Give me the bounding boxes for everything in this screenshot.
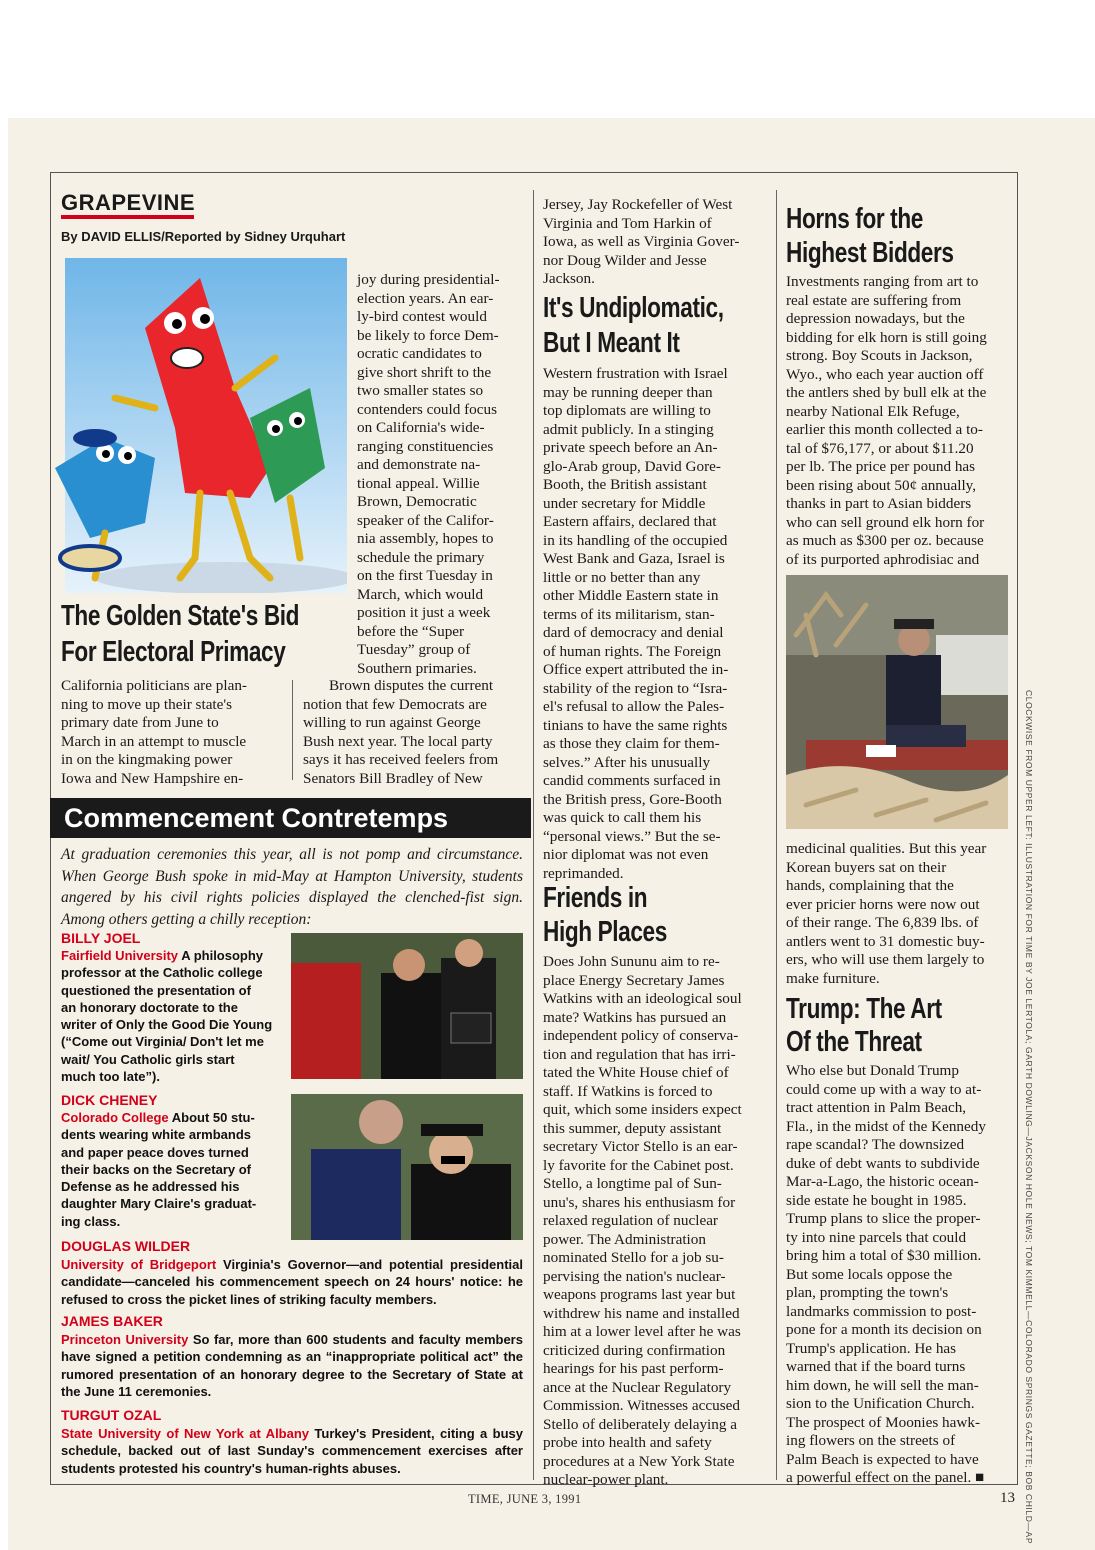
text-line: in on the kingmaking power xyxy=(61,751,233,768)
text-line: reprimanded. xyxy=(543,864,624,882)
text-line: depression nowadays, but the xyxy=(786,310,965,327)
text-line: give short shrift to the xyxy=(357,363,492,381)
text-line: questioned the presentation of xyxy=(61,982,251,998)
text-line: Stello of deliberately delaying a xyxy=(543,1415,737,1433)
text-line: tract attention in Palm Beach, xyxy=(786,1099,967,1116)
dick-cheney-photo xyxy=(291,1094,523,1240)
text-line: Southern primaries. xyxy=(357,659,477,677)
entry-name-billy-joel: BILLY JOEL xyxy=(61,930,141,946)
golden-state-headline-1: The Golden State's Bid xyxy=(61,600,300,632)
text-line: candid comments surfaced in xyxy=(543,772,721,789)
entry-text: Virginia's Governor—and potential presidential candidate—canceled his commencement speech on 24 hours' notice: he refused to cross the picket lines of striking faculty members. xyxy=(61,1257,523,1307)
column-rule xyxy=(533,190,534,1480)
text-line: top diplomats are willing to xyxy=(543,402,711,419)
text-line: hands, complaining that the xyxy=(786,877,954,894)
horns-headline-2: Highest Bidders xyxy=(786,237,954,269)
text-line: March, which would xyxy=(357,585,484,603)
text-line: make furniture. xyxy=(786,969,880,987)
entry-douglas-wilder xyxy=(61,1256,523,1308)
text-line: Brown, Democratic xyxy=(357,493,477,510)
col3-lead xyxy=(543,196,765,289)
text-line: landmarks commission to post- xyxy=(786,1302,977,1320)
text-line: duke of debt wants to subdivide xyxy=(786,1154,980,1172)
text-line: ly-bird contest would xyxy=(357,308,487,325)
text-line: procedures at a New York State xyxy=(543,1452,735,1470)
text-line: secretary Victor Stello is an ear- xyxy=(543,1138,738,1155)
text-line: their backs on the Secretary of xyxy=(61,1161,252,1177)
text-line: ance at the Nuclear Regulatory xyxy=(543,1378,732,1396)
text-line: of its purported aphrodisiac and xyxy=(786,550,980,568)
text-line: ever pricier horns were now out xyxy=(786,895,980,913)
text-line: Korean buyers sat on their xyxy=(786,858,947,876)
text-line: But some locals oppose the xyxy=(786,1265,953,1283)
text-line: plan, prompting the town's xyxy=(786,1284,949,1301)
text-line: (“Come out Virginia/ Don't let me xyxy=(61,1034,264,1050)
text-line: Iowa and New Hampshire en- xyxy=(61,769,244,787)
entry-billy-joel xyxy=(61,947,281,1085)
entry-dick-cheney xyxy=(61,1109,281,1230)
text-line: Does John Sununu aim to re- xyxy=(543,953,720,970)
text-line: notion that few Democrats are xyxy=(303,695,487,713)
text-line: mate? Watkins has pursued an xyxy=(543,1008,727,1026)
text-line: Senators Bill Bradley of New xyxy=(303,769,483,787)
text-line: much too late”). xyxy=(61,1069,160,1085)
horns-body-b xyxy=(786,840,1008,988)
trump-headline-2: Of the Threat xyxy=(786,1026,922,1058)
text-line: position it just a week xyxy=(357,604,491,621)
text-line: Jersey, Jay Rockefeller of West xyxy=(543,196,733,213)
text-line: California politicians are plan- xyxy=(61,677,247,694)
text-line: as those they claim for them- xyxy=(543,735,720,752)
text-line: wait/ You Catholic girls start xyxy=(61,1051,235,1067)
text-line: withdrew his name and installed xyxy=(543,1304,740,1322)
text-line: Iowa, as well as Virginia Gover- xyxy=(543,233,740,250)
golden-state-headline-2: For Electoral Primacy xyxy=(61,636,286,668)
text-line: ing flowers on the streets of xyxy=(786,1432,956,1449)
text-line: strong. Boy Scouts in Jackson, xyxy=(786,347,973,364)
text-line: relaxed regulation of nuclear xyxy=(543,1212,718,1229)
text-line: sion to the Unification Church. xyxy=(786,1395,975,1412)
entry-name-douglas-wilder: DOUGLAS WILDER xyxy=(61,1238,191,1254)
photo-credit-text: CLOCKWISE FROM UPPER LEFT: ILLUSTRATION FOR TIME BY JOE LERTOLA; GARTH DOWLING—JACKSON HOLE NEWS; TOM KIMMELL—COLORADO SPRINGS GAZETTE; BOB CHILD—AP xyxy=(1024,690,1034,1545)
text-line: and demonstrate na- xyxy=(357,456,481,473)
entry-name-dick-cheney: DICK CHENEY xyxy=(61,1092,158,1108)
text-line: rape scandal? The downsized xyxy=(786,1136,965,1153)
text-line: ty into nine parcels that could xyxy=(786,1228,967,1246)
text-line: antlers went to 31 domestic buy- xyxy=(786,932,985,950)
text-line: About 50 stu- xyxy=(171,1110,255,1125)
text-line: two smaller states so xyxy=(357,382,484,399)
text-line: quit, which some insiders expect xyxy=(543,1101,742,1118)
entry-text: So far, more than 600 students and faculty members have signed a petition condemning as an “inappropriate political act” the rumored presentation of an honorary degree to the Secretary of State at the June 11 ceremonies. xyxy=(61,1332,523,1399)
text-line: as much as $300 per oz. because xyxy=(786,532,984,549)
text-line: primary date from June to xyxy=(61,714,219,731)
photo-credit xyxy=(1018,690,1034,1545)
text-line: nearby National Elk Refuge, xyxy=(786,402,960,420)
text-line: weapons programs last year but xyxy=(543,1286,736,1303)
text-line: staff. If Watkins is forced to xyxy=(543,1082,713,1100)
text-line: independent policy of conserva- xyxy=(543,1027,739,1044)
entry-james-baker xyxy=(61,1331,523,1400)
text-line: Wyo., who each year auction off xyxy=(786,365,984,383)
text-line: been rising about 50¢ annually, xyxy=(786,476,977,494)
commencement-title: Commencement Contretemps xyxy=(64,803,449,833)
text-line: earlier this month collected a to- xyxy=(786,421,983,438)
elk-antler-photo xyxy=(786,575,1008,829)
text-line: Who else but Donald Trump xyxy=(786,1062,959,1079)
text-line: thanks in part to Asian bidders xyxy=(786,495,972,512)
text-line: West Bank and Gaza, Israel is xyxy=(543,550,725,567)
text-line: of human rights. The Foreign xyxy=(543,642,722,660)
text-line: Stello, a longtime pal of Sun- xyxy=(543,1175,722,1192)
text-line: this summer, deputy assistant xyxy=(543,1119,722,1137)
text-line: terms of its militarism, stan- xyxy=(543,605,715,623)
text-line: Fla., in the midst of the Kennedy xyxy=(786,1117,986,1135)
text-line: Trump plans to slice the proper- xyxy=(786,1210,981,1227)
text-line: willing to run against George xyxy=(303,714,481,731)
text-line: contenders could focus xyxy=(357,400,498,418)
text-line: joy during presidential- xyxy=(357,271,500,288)
text-line: ing class. xyxy=(61,1213,121,1229)
golden-state-column-1 xyxy=(61,677,281,788)
text-line: dard of democracy and denial xyxy=(543,624,724,641)
entry-school: Princeton University xyxy=(61,1332,189,1347)
commencement-banner xyxy=(50,798,531,838)
text-line: of their range. The 6,839 lbs. of xyxy=(786,914,979,931)
text-line: ly favorite for the Cabinet post. xyxy=(543,1156,734,1174)
text-line: Tuesday” group of xyxy=(357,641,471,658)
text-line: medicinal qualities. But this year xyxy=(786,840,987,857)
text-line: power. The Administration xyxy=(543,1230,706,1248)
text-line: per lb. The price per pound has xyxy=(786,458,976,475)
text-line: and paper peace doves turned xyxy=(61,1144,249,1160)
text-line: The prospect of Moonies hawk- xyxy=(786,1413,981,1431)
text-line: nia assembly, hopes to xyxy=(357,530,494,547)
text-line: tal of $76,177, or about $11.20 xyxy=(786,439,974,457)
text-line: on the first Tuesday in xyxy=(357,567,493,584)
section-title: GRAPEVINE xyxy=(61,190,196,215)
text-line: was quick to call them his xyxy=(543,809,702,826)
friends-headline-1: Friends in xyxy=(543,882,648,914)
text-line: unu's, shares his enthusiasm for xyxy=(543,1193,736,1211)
text-line: nior diplomat was not even xyxy=(543,846,709,863)
entry-school: University of Bridgeport xyxy=(61,1257,217,1272)
text-line: Bush next year. The local party xyxy=(303,732,493,750)
text-line: selves.” After his unusually xyxy=(543,753,711,771)
text-line: little or no better than any xyxy=(543,568,701,586)
text-line: Brown disputes the current xyxy=(329,677,494,694)
text-line: Eastern affairs, declared that xyxy=(543,513,717,530)
text-line: el's refusal to allow the Pales- xyxy=(543,698,725,715)
text-line: pone for a month its decision on xyxy=(786,1321,982,1338)
page-number: 13 xyxy=(1000,1490,1015,1506)
horns-headline-1: Horns for the xyxy=(786,203,923,235)
trump-body xyxy=(786,1062,1008,1488)
text-line: Defense as he addressed his xyxy=(61,1179,240,1195)
golden-state-column-2 xyxy=(357,271,522,678)
section-title-underline xyxy=(61,215,194,219)
text-line: in its handling of the occupied xyxy=(543,531,728,549)
text-line: real estate are suffering from xyxy=(786,291,962,309)
commencement-intro: At graduation ceremonies this year, all is not pomp and circumstance. When George Bush spoke in mid-May at Hampton University, students angered by his civil rights policies displayed the clenched-fist sign. Among others getting a chilly reception: xyxy=(61,846,523,928)
text-line: says it has received feelers from xyxy=(303,751,499,768)
text-line: a powerful effect on the panel. ■ xyxy=(786,1469,985,1486)
golden-state-column-2b xyxy=(303,677,523,788)
trump-headline-1: Trump: The Art xyxy=(786,993,942,1025)
text-line: on California's wide- xyxy=(357,419,485,436)
text-line: A philosophy xyxy=(181,948,264,963)
text-line: tional appeal. Willie xyxy=(357,474,480,492)
text-line: nominated Stello for a job su- xyxy=(543,1249,724,1266)
issue-date: TIME, JUNE 3, 1991 xyxy=(468,1492,582,1506)
text-line: dents wearing white armbands xyxy=(61,1127,251,1143)
dancing-states-icon xyxy=(35,258,347,593)
text-line: Jackson. xyxy=(543,270,595,287)
text-line: ocratic candidates to xyxy=(357,345,482,362)
text-line: warned that if the board turns xyxy=(786,1358,966,1375)
entry-school: State University of New York at Albany xyxy=(61,1426,310,1441)
text-line: March in an attempt to muscle xyxy=(61,732,247,750)
text-line: Commission. Witnesses accused xyxy=(543,1397,740,1414)
text-line: him at a lower level after he was xyxy=(543,1323,741,1340)
text-line: Booth, the British assistant xyxy=(543,476,707,493)
text-line: Mar-a-Lago, the historic ocean- xyxy=(786,1173,979,1190)
text-line: professor at the Catholic college xyxy=(61,965,263,981)
text-line: pervising the nation's nuclear- xyxy=(543,1267,726,1285)
text-line: “personal views.” But the se- xyxy=(543,827,721,845)
text-line: Investments ranging from art to xyxy=(786,273,979,290)
text-line: nuclear-power plant. xyxy=(543,1471,669,1488)
text-line: admit publicly. In a stinging xyxy=(543,420,714,438)
text-line: probe into health and safety xyxy=(543,1434,712,1451)
text-line: writer of Only the Good Die Young xyxy=(61,1017,273,1033)
text-line: hearings for his past perform- xyxy=(543,1360,724,1377)
text-line: criticized during confirmation xyxy=(543,1341,726,1359)
text-line: ranging constituencies xyxy=(357,437,494,455)
text-line: glo-Arab group, David Gore- xyxy=(543,457,721,475)
text-line: under secretary for Middle xyxy=(543,494,706,512)
text-line: who can sell ground elk horn for xyxy=(786,513,985,531)
text-line: Western frustration with Israel xyxy=(543,365,728,382)
text-line: side estate he bought in 1985. xyxy=(786,1191,967,1209)
entry-text: Turkey's President, citing a busy schedule, backed out of last Sunday's commencement exercises after students protested his country's human-rights abuses. xyxy=(61,1426,523,1476)
text-line: private speech before an An- xyxy=(543,439,718,456)
text-line: nor Doug Wilder and Jesse xyxy=(543,251,707,269)
text-line: be likely to force Dem- xyxy=(357,326,499,344)
text-line: bring him a total of $30 million. xyxy=(786,1247,982,1264)
undiplomatic-body xyxy=(543,365,765,883)
undiplomatic-headline-2: But I Meant It xyxy=(543,327,680,359)
text-line: the British press, Gore-Booth xyxy=(543,790,722,808)
text-line: daughter Mary Claire's graduat- xyxy=(61,1196,257,1212)
text-line: Trump's application. He has xyxy=(786,1339,957,1357)
friends-headline-2: High Places xyxy=(543,916,667,948)
text-line: could come up with a way to at- xyxy=(786,1080,982,1098)
text-line: the antlers shed by bull elk at the xyxy=(786,384,987,401)
section-byline: By DAVID ELLIS/Reported by Sidney Urquhart xyxy=(61,229,346,244)
entry-school: Colorado College xyxy=(61,1110,169,1125)
text-line: him down, he will sell the man- xyxy=(786,1376,979,1394)
billy-joel-photo xyxy=(291,933,523,1079)
text-line: schedule the primary xyxy=(357,548,485,566)
text-line: an honorary doctorate to the xyxy=(61,999,238,1015)
text-line: Palm Beach is expected to have xyxy=(786,1450,979,1468)
text-line: before the “Super xyxy=(357,622,465,640)
horns-body-a xyxy=(786,273,1008,569)
text-line: tinians to have the same rights xyxy=(543,716,728,734)
undiplomatic-headline-1: It's Undiplomatic, xyxy=(543,292,724,324)
column-rule xyxy=(776,190,777,1480)
text-line: ers, who will use them largely to xyxy=(786,951,985,968)
text-line: speaker of the Califor- xyxy=(357,511,494,529)
entry-name-james-baker: JAMES BAKER xyxy=(61,1313,163,1329)
text-line: tated the White House chief of xyxy=(543,1064,729,1081)
text-line: other Middle Eastern state in xyxy=(543,587,719,604)
text-line: place Energy Secretary James xyxy=(543,971,725,989)
text-line: Watkins with an ideological soul xyxy=(543,990,742,1007)
text-line: tion and regulation that has irri- xyxy=(543,1045,736,1063)
electoral-illustration xyxy=(35,258,347,593)
text-line: may be running deeper than xyxy=(543,383,713,401)
text-line: Office expert attributed the in- xyxy=(543,661,729,678)
friends-body xyxy=(543,953,765,1490)
entry-name-turgut-ozal: TURGUT OZAL xyxy=(61,1407,162,1423)
text-line: stability of the region to “Isra- xyxy=(543,679,728,697)
text-line: election years. An ear- xyxy=(357,289,494,307)
text-line: ning to move up their state's xyxy=(61,695,233,713)
entry-school: Fairfield University xyxy=(61,948,179,963)
text-line: bidding for elk horn is still going xyxy=(786,328,987,346)
column-rule xyxy=(292,680,293,780)
text-line: Virginia and Tom Harkin of xyxy=(543,214,712,232)
entry-turgut-ozal xyxy=(61,1425,523,1477)
